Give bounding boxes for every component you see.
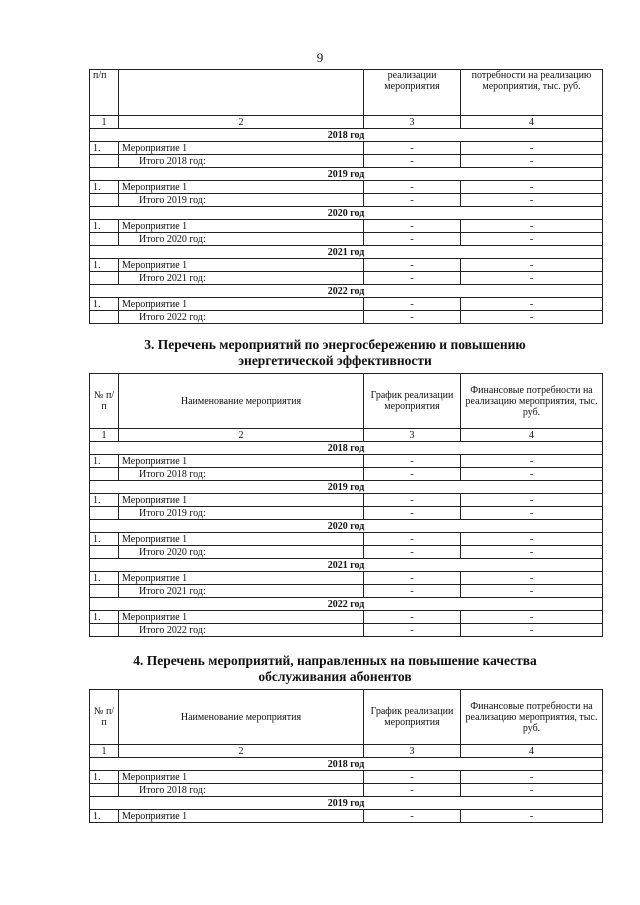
row-number: 1. xyxy=(90,494,119,507)
colnum-4: 4 xyxy=(461,116,603,129)
finance-total: - xyxy=(461,194,603,207)
finance-total: - xyxy=(461,546,603,559)
total-row xyxy=(90,272,603,285)
total-row xyxy=(90,155,603,168)
schedule-total: - xyxy=(364,194,461,207)
col-name-header: Наименование мероприятия xyxy=(119,690,364,745)
row-number: 1. xyxy=(90,533,119,546)
col-schedule-header: График реализации мероприятия xyxy=(364,374,461,429)
schedule-total: - xyxy=(364,585,461,598)
schedule-total: - xyxy=(364,546,461,559)
row-number: 1. xyxy=(90,810,119,823)
year-row xyxy=(90,129,603,142)
event-name: Мероприятие 1 xyxy=(119,771,364,784)
col-num-header: № п/п xyxy=(90,374,119,429)
finance-total: - xyxy=(461,468,603,481)
year-label: 2020 год xyxy=(90,520,603,533)
col-name-header: Наименование мероприятия xyxy=(119,374,364,429)
finance-value: - xyxy=(461,259,603,272)
section-4-title: 4. Перечень мероприятий, направленных на повышение качества обслуживания абонентов xyxy=(133,653,537,684)
event-name: Мероприятие 1 xyxy=(119,533,364,546)
colnum-1: 1 xyxy=(90,116,119,129)
table-row xyxy=(90,494,603,507)
event-name: Мероприятие 1 xyxy=(119,494,364,507)
total-row xyxy=(90,507,603,520)
total-label: Итого 2021 год: xyxy=(119,272,364,285)
table-row xyxy=(90,142,603,155)
event-name: Мероприятие 1 xyxy=(119,181,364,194)
colnum-3: 3 xyxy=(364,429,461,442)
row-number: 1. xyxy=(90,259,119,272)
schedule-total: - xyxy=(364,507,461,520)
row-number: 1. xyxy=(90,455,119,468)
event-name: Мероприятие 1 xyxy=(119,810,364,823)
finance-value: - xyxy=(461,533,603,546)
total-label: Итого 2019 год: xyxy=(119,194,364,207)
finance-total: - xyxy=(461,233,603,246)
row-number-empty xyxy=(90,311,119,324)
schedule-total: - xyxy=(364,311,461,324)
total-row xyxy=(90,311,603,324)
event-name: Мероприятие 1 xyxy=(119,259,364,272)
table-row xyxy=(90,572,603,585)
total-row xyxy=(90,546,603,559)
finance-value: - xyxy=(461,298,603,311)
finance-value: - xyxy=(461,611,603,624)
finance-value: - xyxy=(461,494,603,507)
schedule-total: - xyxy=(364,624,461,637)
year-row xyxy=(90,246,603,259)
section-3-title: 3. Перечень мероприятий по энергосбережению и повышению энергетической эффективности xyxy=(144,337,526,368)
colnum-4: 4 xyxy=(461,745,603,758)
total-row xyxy=(90,194,603,207)
col-name-header xyxy=(119,70,364,116)
row-number-empty xyxy=(90,546,119,559)
schedule-total: - xyxy=(364,272,461,285)
total-label: Итого 2018 год: xyxy=(119,155,364,168)
total-label: Итого 2020 год: xyxy=(119,546,364,559)
year-row xyxy=(90,285,603,298)
table-row xyxy=(90,220,603,233)
table-continuation xyxy=(89,69,603,324)
year-row xyxy=(90,797,603,810)
table-row xyxy=(90,298,603,311)
colnum-3: 3 xyxy=(364,116,461,129)
schedule-total: - xyxy=(364,784,461,797)
total-label: Итого 2018 год: xyxy=(119,784,364,797)
year-label: 2021 год xyxy=(90,246,603,259)
finance-total: - xyxy=(461,585,603,598)
year-row xyxy=(90,559,603,572)
row-number-empty xyxy=(90,507,119,520)
row-number-empty xyxy=(90,233,119,246)
table-row xyxy=(90,810,603,823)
event-name: Мероприятие 1 xyxy=(119,142,364,155)
row-number: 1. xyxy=(90,181,119,194)
schedule-value: - xyxy=(364,572,461,585)
finance-value: - xyxy=(461,220,603,233)
schedule-value: - xyxy=(364,771,461,784)
row-number-empty xyxy=(90,784,119,797)
row-number-empty xyxy=(90,624,119,637)
finance-total: - xyxy=(461,784,603,797)
year-label: 2018 год xyxy=(90,129,603,142)
col-num-header: № п/п xyxy=(90,690,119,745)
schedule-value: - xyxy=(364,142,461,155)
year-label: 2020 год xyxy=(90,207,603,220)
col-num-header: п/п xyxy=(90,70,119,116)
row-number-empty xyxy=(90,155,119,168)
year-row xyxy=(90,442,603,455)
year-label: 2018 год xyxy=(90,442,603,455)
colnum-3: 3 xyxy=(364,745,461,758)
schedule-total: - xyxy=(364,468,461,481)
year-label: 2019 год xyxy=(90,481,603,494)
row-number-empty xyxy=(90,468,119,481)
finance-value: - xyxy=(461,771,603,784)
total-label: Итого 2018 год: xyxy=(119,468,364,481)
schedule-value: - xyxy=(364,259,461,272)
colnum-2: 2 xyxy=(119,429,364,442)
year-label: 2022 год xyxy=(90,598,603,611)
total-label: Итого 2022 год: xyxy=(119,311,364,324)
table-row xyxy=(90,611,603,624)
finance-total: - xyxy=(461,272,603,285)
event-name: Мероприятие 1 xyxy=(119,572,364,585)
schedule-value: - xyxy=(364,494,461,507)
col-schedule-header: График реализации мероприятия xyxy=(364,690,461,745)
total-row xyxy=(90,233,603,246)
colnum-2: 2 xyxy=(119,116,364,129)
colnum-1: 1 xyxy=(90,429,119,442)
colnum-2: 2 xyxy=(119,745,364,758)
row-number: 1. xyxy=(90,611,119,624)
total-label: Итого 2022 год: xyxy=(119,624,364,637)
row-number: 1. xyxy=(90,220,119,233)
row-number: 1. xyxy=(90,572,119,585)
finance-value: - xyxy=(461,572,603,585)
year-row xyxy=(90,481,603,494)
year-row xyxy=(90,207,603,220)
row-number-empty xyxy=(90,272,119,285)
total-label: Итого 2021 год: xyxy=(119,585,364,598)
table-row xyxy=(90,181,603,194)
colnum-4: 4 xyxy=(461,429,603,442)
total-label: Итого 2019 год: xyxy=(119,507,364,520)
row-number: 1. xyxy=(90,142,119,155)
total-row xyxy=(90,624,603,637)
total-label: Итого 2020 год: xyxy=(119,233,364,246)
table-section-3 xyxy=(89,373,603,637)
row-number: 1. xyxy=(90,298,119,311)
schedule-value: - xyxy=(364,220,461,233)
total-row xyxy=(90,784,603,797)
year-row xyxy=(90,520,603,533)
year-label: 2019 год xyxy=(90,168,603,181)
table-row xyxy=(90,533,603,546)
total-row xyxy=(90,585,603,598)
finance-total: - xyxy=(461,155,603,168)
col-finance-header: Финансовые потребности на реализацию мероприятия, тыс. руб. xyxy=(461,690,603,745)
schedule-total: - xyxy=(364,155,461,168)
year-label: 2021 год xyxy=(90,559,603,572)
finance-value: - xyxy=(461,810,603,823)
total-row xyxy=(90,468,603,481)
col-finance-header: Финансовые потребности на реализацию мероприятия, тыс. руб. xyxy=(461,374,603,429)
year-label: 2018 год xyxy=(90,758,603,771)
year-label: 2019 год xyxy=(90,797,603,810)
finance-total: - xyxy=(461,507,603,520)
col-schedule-header: реализации мероприятия xyxy=(364,70,461,116)
schedule-value: - xyxy=(364,810,461,823)
finance-total: - xyxy=(461,624,603,637)
event-name: Мероприятие 1 xyxy=(119,220,364,233)
col-finance-header: потребности на реализацию мероприятия, тыс. руб. xyxy=(461,70,603,116)
finance-total: - xyxy=(461,311,603,324)
table-section-4 xyxy=(89,689,603,823)
finance-value: - xyxy=(461,142,603,155)
schedule-value: - xyxy=(364,298,461,311)
finance-value: - xyxy=(461,181,603,194)
page-number: 9 xyxy=(316,50,324,65)
event-name: Мероприятие 1 xyxy=(119,611,364,624)
year-row xyxy=(90,758,603,771)
table-row xyxy=(90,259,603,272)
event-name: Мероприятие 1 xyxy=(119,455,364,468)
year-label: 2022 год xyxy=(90,285,603,298)
table-row xyxy=(90,771,603,784)
event-name: Мероприятие 1 xyxy=(119,298,364,311)
table-row xyxy=(90,455,603,468)
schedule-value: - xyxy=(364,611,461,624)
colnum-1: 1 xyxy=(90,745,119,758)
year-row xyxy=(90,598,603,611)
row-number-empty xyxy=(90,194,119,207)
row-number: 1. xyxy=(90,771,119,784)
row-number-empty xyxy=(90,585,119,598)
year-row xyxy=(90,168,603,181)
finance-value: - xyxy=(461,455,603,468)
schedule-value: - xyxy=(364,181,461,194)
schedule-value: - xyxy=(364,533,461,546)
schedule-value: - xyxy=(364,455,461,468)
schedule-total: - xyxy=(364,233,461,246)
